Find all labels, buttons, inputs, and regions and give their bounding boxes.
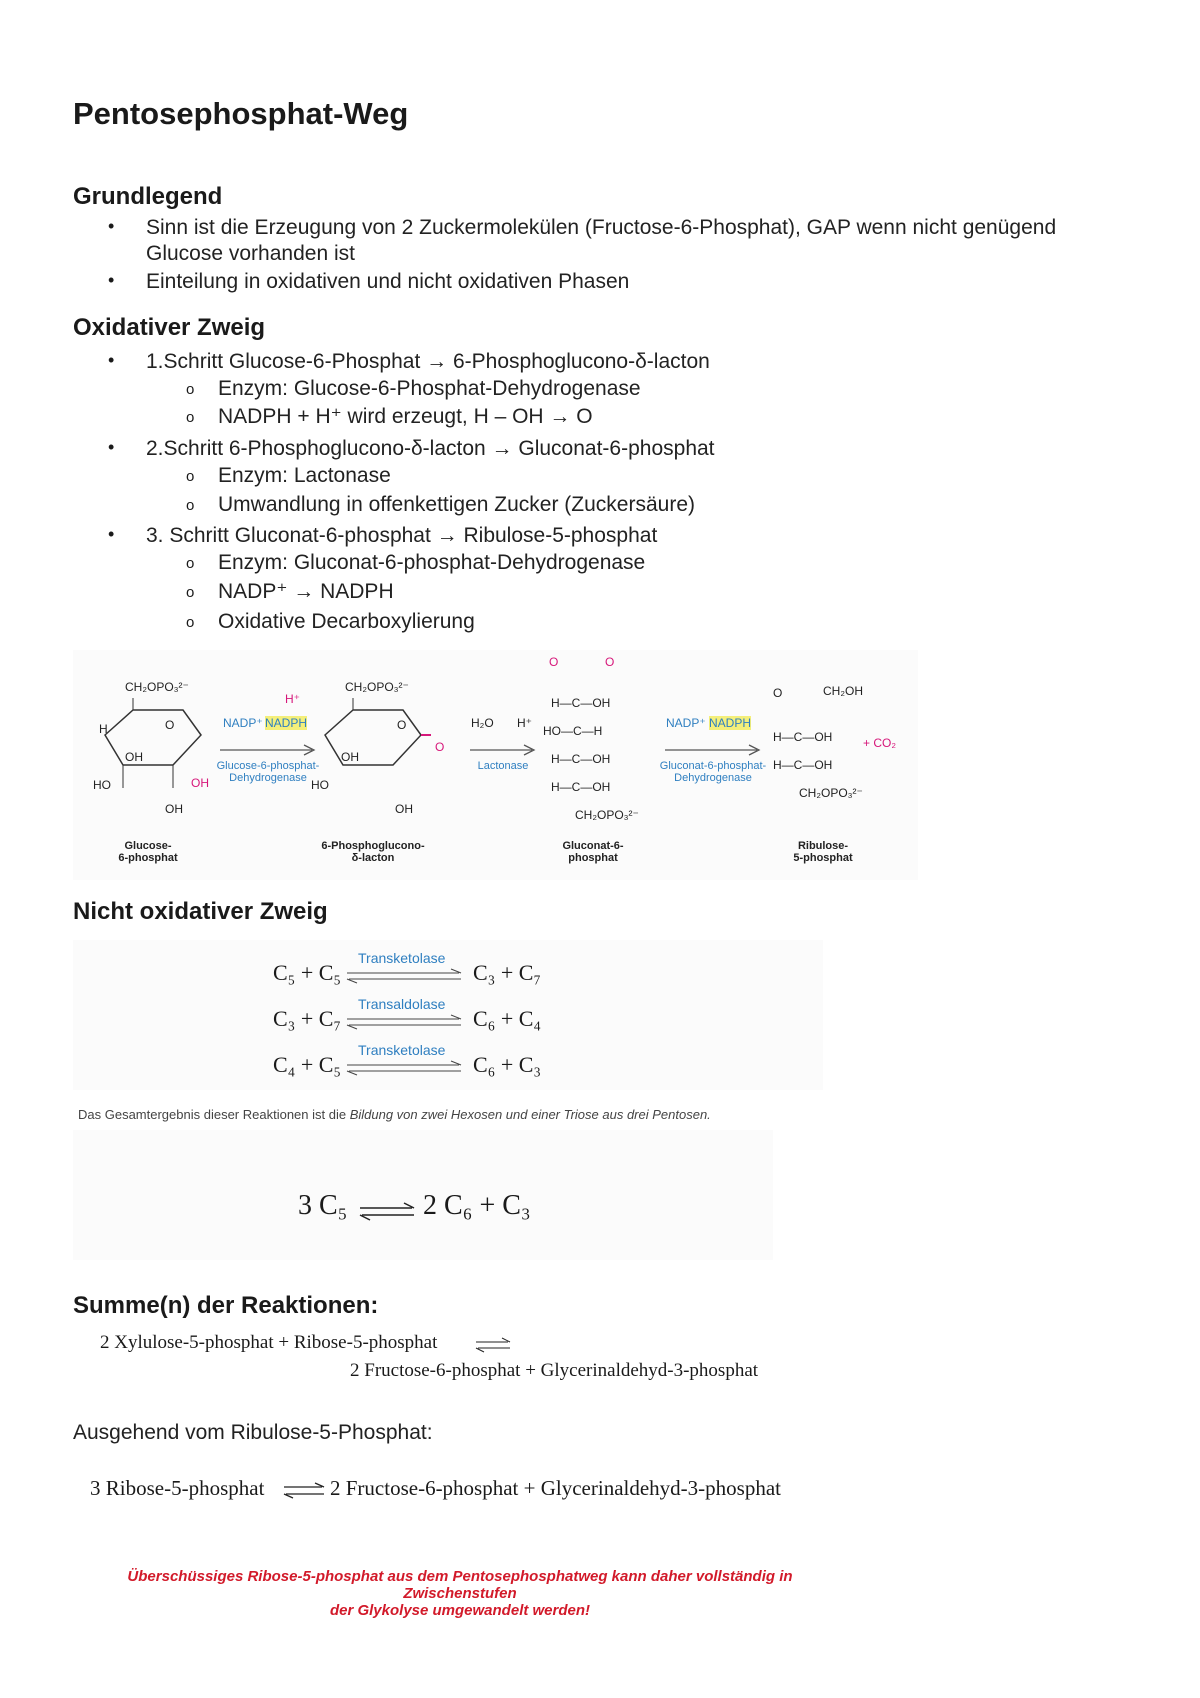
gluconat-row-1: H—C—OH (551, 696, 611, 710)
nadph-2: NADPH (709, 716, 752, 730)
step-3-sub-2: NADP⁺ → NADPH (218, 580, 394, 603)
equilibrium-arrow-icon (358, 1202, 418, 1222)
mol-label-line: phosphat (568, 852, 618, 864)
hplus-2: H⁺ (517, 716, 532, 730)
label-glucose-6-phosphat (103, 840, 193, 864)
bullet-glyph: • (108, 437, 115, 457)
heading-oxidativ: Oxidativer Zweig (73, 314, 266, 341)
gluconat-row-4: H—C—OH (551, 780, 611, 794)
nadp-2: NADP⁺ (666, 716, 706, 730)
gluconat-ch2opo: CH₂OPO₃²⁻ (575, 808, 639, 822)
step-1-sub-1: Enzym: Glucose-6-Phosphat-Dehydrogenase (218, 377, 641, 400)
lacton-oh: OH (341, 750, 359, 764)
nadph-1: NADPH (265, 716, 308, 730)
summary-left: 3 C₅ (298, 1190, 348, 1221)
enzyme-line: Glucose-6-phosphat- (216, 760, 320, 772)
note-plain: Das Gesamtergebnis dieser Reaktionen ist die (78, 1107, 350, 1122)
mol-label-line: 6-Phosphoglucono- (321, 840, 425, 852)
step-1-label: 1.Schritt Glucose-6-Phosphat → 6-Phosphoglucono-δ-lacton (146, 350, 710, 373)
reaction-1-enzyme: Transketolase (358, 950, 446, 966)
heading-grundlegend: Grundlegend (73, 183, 223, 210)
reaction-3-right: C₆ + C₃ (473, 1052, 542, 1077)
mol-label-line: Ribulose- (797, 840, 849, 852)
glucose-ho: HO (93, 778, 111, 792)
equilibrium-arrow-icon (345, 1060, 465, 1076)
mol-label-line: Glucose- (124, 840, 172, 852)
ribulose-ch2oh: CH₂OH (823, 684, 863, 698)
glucose-oh-bottom: OH (165, 802, 183, 816)
red-conclusion-note (80, 1568, 840, 1619)
gluconat-row-2: HO—C—H (543, 724, 603, 738)
lacton-oh-bottom: OH (395, 802, 413, 816)
mol-label-line: δ-lacton (351, 852, 395, 864)
reaction-3-left: C₄ + C₅ (273, 1052, 342, 1077)
enzyme-line: Gluconat-6-phosphat- (659, 760, 767, 772)
oxidative-pathway-figure (73, 650, 918, 880)
eq1-line1: 2 Xylulose-5-phosphat + Ribose-5-phosphat (100, 1332, 438, 1353)
step-3-sub-1: Enzym: Gluconat-6-phosphat-Dehydrogenase (218, 551, 646, 574)
sub-bullet-glyph: o (186, 381, 195, 398)
summary-equation-figure (73, 1130, 773, 1260)
red-note-line: der Glykolyse umgewandelt werden! (329, 1602, 591, 1619)
reaction-2-right: C₆ + C₄ (473, 1006, 542, 1031)
reaction-2-left: C₃ + C₇ (273, 1006, 342, 1031)
ausgehend-text: Ausgehend vom Ribulose-5-Phosphat: (73, 1421, 433, 1444)
step-2-sub-1: Enzym: Lactonase (218, 464, 391, 487)
equilibrium-arrow-icon (345, 968, 465, 984)
equilibrium-arrow-icon (345, 1014, 465, 1030)
step-1-sub-2: NADPH + H⁺ wird erzeugt, H – OH → O (218, 405, 593, 428)
sub-bullet-glyph: o (186, 497, 195, 514)
grundlegend-bullet-2: Einteilung in oxidativen und nicht oxidativen Phasen (146, 270, 630, 293)
reaction-arrow-icon (468, 740, 538, 762)
grundlegend-bullet-1: Sinn ist die Erzeugung von 2 Zuckermolekülen (Fructose-6-Phosphat), GAP wenn nicht genügend (146, 216, 1057, 239)
nadp-1: NADP⁺ (223, 716, 263, 730)
mol-label-line: 5-phosphat (793, 852, 853, 864)
ribulose-keto-o: O (773, 686, 783, 700)
step-3-sub-3: Oxidative Decarboxylierung (218, 610, 475, 633)
transketolase-reactions-figure (73, 940, 823, 1090)
enzyme-line: Dehydrogenase (674, 772, 752, 784)
eq2-left: 3 Ribose-5-phosphat (90, 1476, 265, 1500)
mol-label-line: Gluconat-6- (562, 840, 624, 852)
gesamtergebnis-note (78, 1107, 711, 1122)
sub-bullet-glyph: o (186, 555, 195, 572)
enzyme-line: Dehydrogenase (229, 772, 307, 784)
step-2-label: 2.Schritt 6-Phosphoglucono-δ-lacton → Gluconat-6-phosphat (146, 437, 715, 460)
reaction-1-right: C₃ + C₇ (473, 960, 542, 985)
enzyme-lactonase: Lactonase (477, 760, 529, 772)
carboxyl-o-2: O (605, 655, 615, 669)
sub-bullet-glyph: o (186, 468, 195, 485)
page-title: Pentosephosphat-Weg (73, 96, 409, 131)
h2o: H₂O (471, 716, 494, 730)
carboxyl-o-1: O (549, 655, 559, 669)
reaction-3-enzyme: Transketolase (358, 1042, 446, 1058)
step-3-label: 3. Schritt Gluconat-6-phosphat → Ribulose-5-phosphat (146, 524, 658, 547)
ribulose-row-2: H—C—OH (773, 758, 833, 772)
hplus-1: H⁺ (285, 692, 300, 706)
reaction-2-enzyme: Transaldolase (358, 996, 446, 1012)
eq2-right: 2 Fructose-6-phosphat + Glycerinaldehyd-3-phosphat (330, 1476, 781, 1500)
eq1-line2: 2 Fructose-6-phosphat + Glycerinaldehyd-3-phosphat (350, 1360, 759, 1381)
sub-bullet-glyph: o (186, 614, 195, 631)
bullet-glyph: • (108, 270, 115, 290)
label-lacton (313, 840, 433, 864)
mol-label-line: 6-phosphat (118, 852, 178, 864)
label-ribulose (773, 840, 873, 864)
ribulose-ch2opo: CH₂OPO₃²⁻ (799, 786, 863, 800)
sub-bullet-glyph: o (186, 584, 195, 601)
ribulose-row-1: H—C—OH (773, 730, 833, 744)
sub-bullet-glyph: o (186, 409, 195, 426)
step-2-sub-2: Umwandlung in offenkettigen Zucker (Zuckersäure) (218, 493, 696, 516)
heading-nicht-oxidativ: Nicht oxidativer Zweig (73, 898, 328, 925)
bullet-glyph: • (108, 524, 115, 544)
bullet-glyph: • (108, 216, 115, 236)
label-gluconat (543, 840, 643, 864)
note-italic: Bildung von zwei Hexosen und einer Triose aus drei Pentosen. (349, 1107, 711, 1122)
red-note-line: Überschüssiges Ribose-5-phosphat aus dem Pentosephosphatweg kann daher vollständig in Zwischenstufen (127, 1568, 793, 1602)
reaction-1-left: C₅ + C₅ (273, 960, 342, 985)
grundlegend-bullet-1-cont: Glucose vorhanden ist (146, 242, 355, 265)
heading-summe: Summe(n) der Reaktionen: (73, 1292, 379, 1319)
glucose-ch2opo: CH₂OPO₃²⁻ (125, 680, 189, 694)
glucose-oh-pink: OH (191, 776, 209, 790)
glucose-ring-o: O (165, 718, 175, 732)
lacton-ring-o: O (397, 718, 407, 732)
equilibrium-arrow-icon (282, 1482, 328, 1500)
co2: + CO₂ (863, 736, 896, 750)
gluconat-row-3: H—C—OH (551, 752, 611, 766)
lacton-ring-icon (313, 690, 433, 800)
lacton-ho: HO (311, 778, 329, 792)
equilibrium-arrow-icon (474, 1337, 514, 1353)
lacton-ch2opo: CH₂OPO₃²⁻ (345, 680, 409, 694)
enzyme-6pgdh (648, 760, 778, 784)
summary-right: 2 C₆ + C₃ (423, 1190, 531, 1221)
reaction-arrow-icon (218, 740, 318, 762)
lacton-carbonyl-o: O (435, 740, 445, 754)
bullet-glyph: • (108, 350, 115, 370)
glucose-oh: OH (125, 750, 143, 764)
reaction-arrow-icon (663, 740, 763, 762)
glucose-h: H (99, 722, 108, 736)
